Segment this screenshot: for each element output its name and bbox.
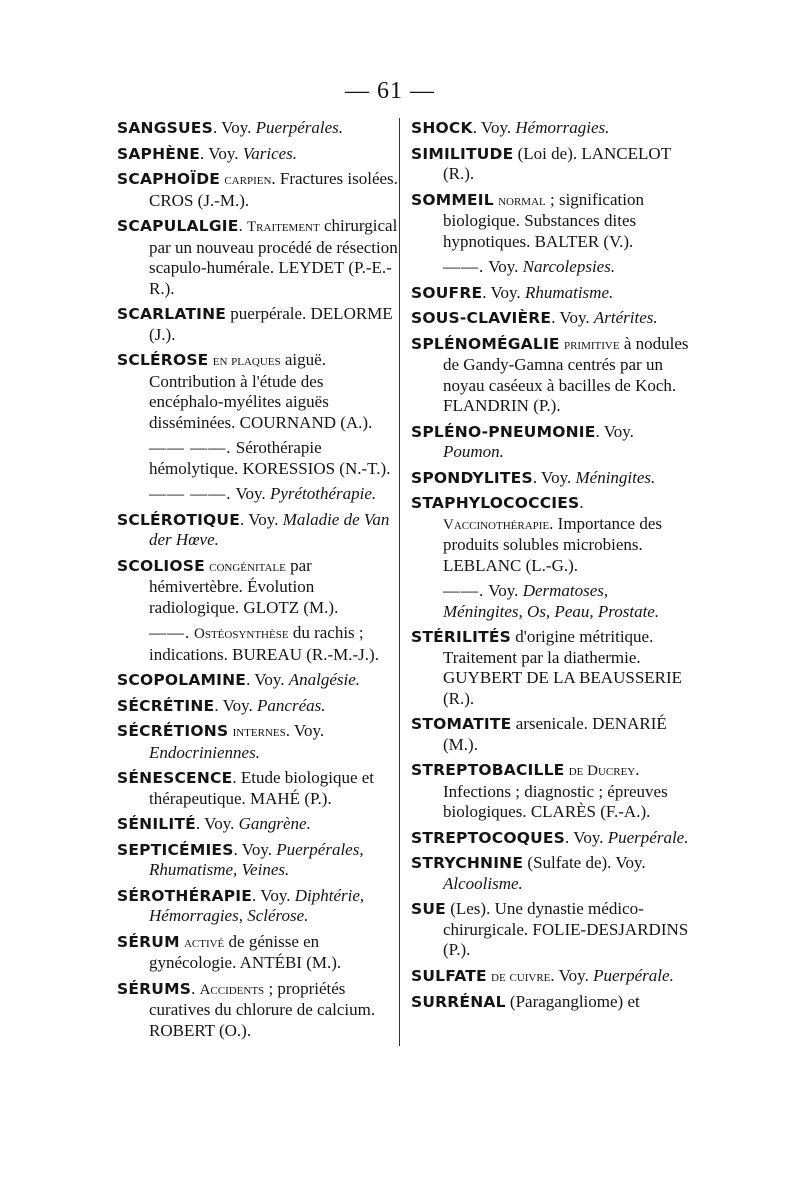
entry-separator: . <box>233 839 242 859</box>
entry-headword: SCLÉROSE <box>117 351 209 369</box>
entry-text: du rachis ; indications. BUREAU (R.-M.-J.). <box>149 623 379 664</box>
entry-qualifier: carpien <box>224 172 272 188</box>
entry-reference: Puerpérales. <box>255 118 343 137</box>
entry-text: d'origine métritique. Traitement par la diathermie. GUYBERT DE LA BEAUSSERIE (R.). <box>443 627 683 708</box>
entry-headword: SÉNESCENCE <box>117 769 233 787</box>
entry-text: Voy. <box>248 509 283 529</box>
entry-separator: . <box>252 885 261 905</box>
entry-headword: SÉROTHÉRAPIE <box>117 886 253 905</box>
entry-headword: SÉCRÉTINE <box>117 696 215 715</box>
entry-headword: SPLÉNOMÉGALIE <box>411 334 560 353</box>
entry-headword: SUE <box>411 900 446 918</box>
index-entry <box>411 308 689 329</box>
entry-reference: Rhumatisme. <box>524 282 614 302</box>
entry-text: (Les). Une dynastie médico-chirurgicale. FOLIE-DESJARDINS (P.). <box>443 899 689 959</box>
entry-separator: . <box>238 216 248 235</box>
index-entry <box>411 828 689 849</box>
index-entry <box>411 581 689 622</box>
entry-headword: STRYCHNINE <box>411 854 524 872</box>
entry-separator: . <box>200 143 209 163</box>
column-divider <box>399 118 400 1046</box>
index-entry <box>117 623 399 665</box>
entry-headword: SPLÉNO-PNEUMONIE <box>411 422 596 441</box>
entry-headword: SCOLIOSE <box>117 556 205 575</box>
entry-reference: Poumon. <box>443 442 504 461</box>
entry-headword: STÉRILITÉS <box>411 628 511 646</box>
entry-headword: STREPTOBACILLE <box>411 761 565 779</box>
entry-text: chirurgical par un nouveau procédé de résection scapulo-humérale. LEYDET (P.-E.-R.). <box>149 216 398 298</box>
repeat-dash: ——. <box>443 581 485 600</box>
entry-qualifier: Vaccinothérapie <box>443 516 550 533</box>
entry-reference: Artérites. <box>593 308 658 327</box>
index-entry <box>117 510 399 551</box>
entry-text: . Voy. <box>285 721 325 740</box>
index-entry <box>117 840 399 881</box>
entry-separator: . <box>195 814 205 833</box>
index-entry <box>117 484 399 505</box>
index-entry <box>411 468 689 489</box>
entry-reference: Pyrétothérapie. <box>269 484 377 503</box>
entry-text: ; signification biologique. Substances dites hypnotiques. BALTER (V.). <box>443 189 644 251</box>
entry-headword: STREPTOCOQUES <box>411 828 566 847</box>
index-entry <box>411 493 689 576</box>
index-entry <box>411 853 689 894</box>
index-entry <box>117 814 399 835</box>
entry-reference: Diphtérie, Hémorragies, Sclérose. <box>149 885 365 925</box>
entry-text: Voy. <box>241 839 277 859</box>
entry-text: aiguë. Contribution à l'étude des encéphalo-myélites aiguës disséminées. COURNAND (A.). <box>149 350 373 432</box>
index-entry <box>117 304 399 345</box>
entry-text: Voy. <box>204 814 239 833</box>
index-entry <box>411 760 689 823</box>
index-entry <box>117 169 399 211</box>
entry-separator: . <box>191 978 200 998</box>
entry-qualifier: Ostéosynthèse <box>190 626 289 642</box>
entry-reference: Puerpérales, Rhumatisme, Veines. <box>149 839 364 879</box>
entry-separator: . <box>565 827 574 847</box>
index-entry <box>117 350 399 433</box>
entry-reference: Endocriniennes. <box>149 742 260 762</box>
entry-text: arsenicale. DENARIÉ (M.). <box>443 714 667 754</box>
entry-reference: Dermatoses, Méningites, Os, Peau, Prostate. <box>443 581 660 621</box>
entry-separator: . <box>532 467 542 487</box>
repeat-dash: ——. <box>149 623 191 642</box>
entry-separator: . <box>240 509 249 529</box>
entry-separator: . <box>232 768 241 787</box>
entry-headword: SHOCK <box>411 119 473 137</box>
entry-headword: SEPTICÉMIES <box>117 840 234 859</box>
entry-text: . Importance des produits solubles microbiens. LEBLANC (L.-G.). <box>443 513 662 575</box>
entry-headword: STOMATITE <box>411 715 512 733</box>
entry-separator: . <box>482 282 491 302</box>
index-entry <box>411 144 689 185</box>
entry-text: Voy. <box>490 282 525 302</box>
entry-qualifier: en plaques <box>212 353 281 369</box>
entry-headword: SCOPOLAMINE <box>117 671 247 689</box>
index-entry <box>117 670 399 691</box>
entry-qualifier: Accidents <box>199 981 265 998</box>
page-number: — 61 — <box>345 78 435 104</box>
entry-headword: SÉRUMS <box>117 979 192 998</box>
entry-text: . Infections ; diagnostic ; épreuves biologiques. CLARÈS (F.-A.). <box>443 760 668 821</box>
left-column <box>117 118 399 1046</box>
index-entry <box>411 118 689 139</box>
entry-text: Voy. <box>260 885 295 905</box>
entry-headword: STAPHYLOCOCCIES <box>411 494 580 512</box>
index-entry <box>117 721 399 763</box>
entry-text: Voy. <box>208 143 243 163</box>
entry-qualifier: de cuivre <box>491 968 551 985</box>
entry-headword: SÉCRÉTIONS <box>117 722 229 740</box>
entry-qualifier: de Ducrey <box>568 763 636 779</box>
entry-text: Voy. <box>484 581 523 600</box>
entry-headword: SPONDYLITES <box>411 468 533 487</box>
entry-text: par hémivertèbre. Évolution radiologique. GLOTZ (M.). <box>149 555 339 617</box>
entry-text: . Voy. <box>550 965 594 985</box>
entry-reference: Narcolepsies. <box>522 257 616 276</box>
index-entry <box>411 966 689 988</box>
index-entry <box>411 283 689 304</box>
index-entry <box>117 886 399 927</box>
entry-qualifier: activé <box>183 934 225 951</box>
entry-separator: . <box>246 670 255 689</box>
index-entry <box>411 899 689 961</box>
entry-reference: Gangrène. <box>238 814 311 833</box>
entry-text: Voy. <box>484 257 523 276</box>
index-entry <box>117 144 399 165</box>
entry-qualifier: normal <box>498 192 546 209</box>
index-entry <box>411 257 689 278</box>
entry-reference: Alcoolisme. <box>443 873 523 893</box>
entry-text: Voy. <box>222 695 258 715</box>
entry-text: Voy. <box>221 118 256 137</box>
entry-text: puerpérale. DELORME (J.). <box>149 304 393 344</box>
entry-text: Voy. <box>231 484 270 503</box>
index-entry <box>117 118 399 139</box>
entry-qualifier: Traitement <box>247 219 320 235</box>
index-entry <box>117 932 399 974</box>
index-entry <box>411 627 689 709</box>
entry-headword: SÉRUM <box>117 932 180 951</box>
entry-headword: SOUS-CLAVIÈRE <box>411 309 552 327</box>
index-entry <box>411 190 689 253</box>
entry-text: (Sulfate de). Voy. <box>527 853 646 872</box>
entry-headword: SAPHÈNE <box>117 144 201 163</box>
entry-text: Voy. <box>603 421 634 441</box>
entry-reference: Maladie de Van der Hœve. <box>149 509 390 549</box>
entry-reference: Puerpérale. <box>607 827 689 847</box>
entry-separator: . <box>551 308 560 327</box>
entry-headword: SOUFRE <box>411 283 483 302</box>
entry-qualifier: congénitale <box>209 558 286 575</box>
repeat-dash: —— ——. <box>149 484 232 503</box>
index-entry <box>411 422 689 463</box>
entry-headword: SOMMEIL <box>411 190 494 209</box>
entry-text: Voy. <box>559 308 594 327</box>
entry-reference: Méningites. <box>575 467 656 487</box>
entry-text: Sérothérapie hémolytique. KORESSIOS (N.-T.). <box>149 438 391 478</box>
entry-headword: SCLÉROTIQUE <box>117 510 241 529</box>
entry-separator: . <box>212 118 222 137</box>
entry-text: Etude biologique et thérapeutique. MAHÉ (P.). <box>149 768 375 808</box>
entry-headword: SCAPULALGIE <box>117 217 239 235</box>
entry-separator: . <box>595 421 604 441</box>
entry-text: ; propriétés curatives du chlorure de calcium. ROBERT (O.). <box>149 978 376 1040</box>
entry-text: Voy. <box>541 467 576 487</box>
entry-separator: . <box>214 695 223 715</box>
entry-headword: SANGSUES <box>117 119 213 137</box>
index-entry <box>411 334 689 417</box>
entry-text: (Loi de). LANCELOT (R.). <box>443 143 671 183</box>
entry-reference: Hémorragies. <box>515 118 610 137</box>
index-entry <box>117 438 399 479</box>
index-entry <box>117 979 399 1042</box>
entry-qualifier: primitive <box>563 336 620 353</box>
entry-headword: SCARLATINE <box>117 305 227 323</box>
entry-headword: SIMILITUDE <box>411 144 514 163</box>
entry-text: de génisse en gynécologie. ANTÉBI (M.). <box>149 931 342 972</box>
entry-text: . Fractures isolées. CROS (J.-M.). <box>149 169 398 210</box>
right-column <box>411 118 689 1018</box>
index-entry <box>411 714 689 755</box>
entry-reference: Analgésie. <box>288 670 361 689</box>
entry-headword: SCAPHOÏDE <box>117 170 221 188</box>
entry-qualifier: internes <box>232 724 286 740</box>
entry-reference: Varices. <box>242 143 298 163</box>
entry-text: Voy. <box>480 118 516 137</box>
entry-headword: SURRÉNAL <box>411 993 506 1011</box>
entry-headword: SÉNILITÉ <box>117 815 196 833</box>
index-entry <box>117 556 399 619</box>
repeat-dash: ——. <box>443 257 485 276</box>
entry-text: Voy. <box>254 670 289 689</box>
entry-reference: Puerpérale. <box>593 965 674 985</box>
index-entry <box>411 992 689 1013</box>
entry-text: à nodules de Gandy-Gamna centrés par un noyau caséeux à bacilles de Koch. FLANDRIN (P.). <box>443 333 689 415</box>
index-entry <box>117 216 399 299</box>
entry-separator: . <box>472 118 481 137</box>
entry-reference: Pancréas. <box>257 695 326 715</box>
index-entry <box>117 696 399 717</box>
entry-text: (Paragangliome) et <box>509 992 640 1011</box>
entry-text: Voy. <box>573 827 608 847</box>
entry-headword: SULFATE <box>411 966 487 985</box>
repeat-dash: —— ——. <box>149 438 232 457</box>
index-entry <box>117 768 399 809</box>
entry-separator: . <box>579 493 584 512</box>
